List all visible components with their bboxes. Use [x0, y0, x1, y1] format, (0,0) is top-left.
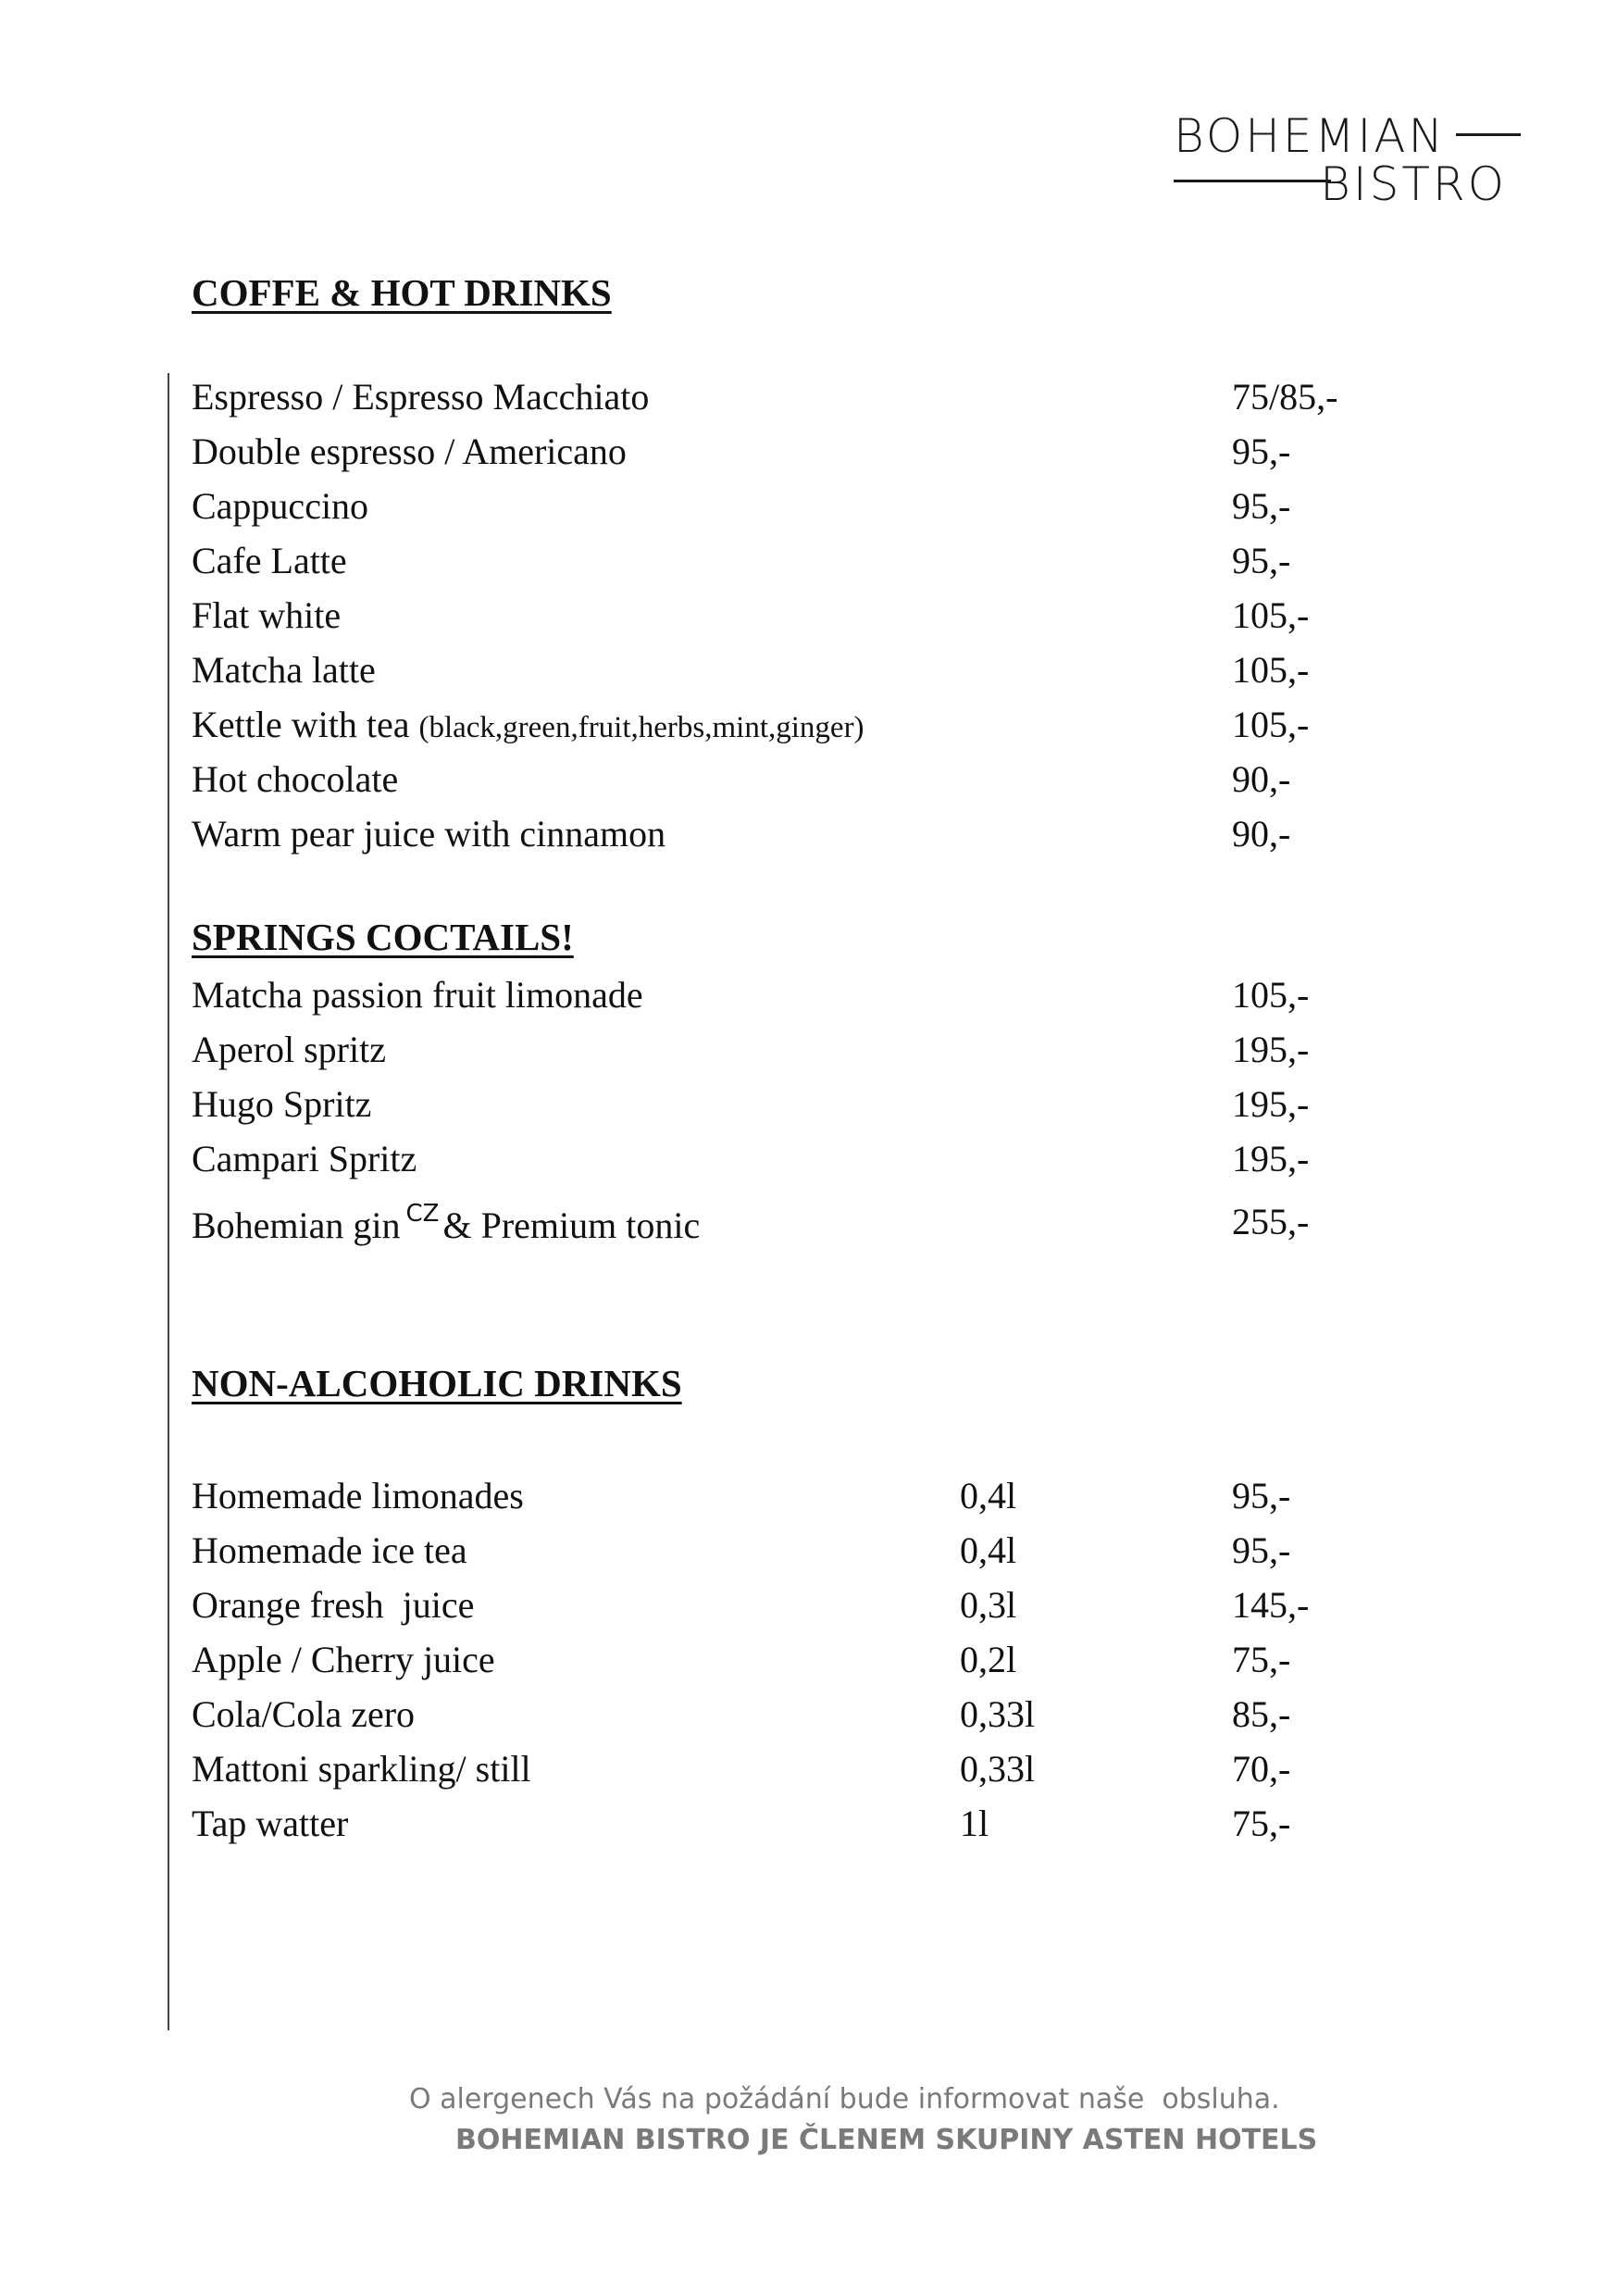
item-name: Homemade limonades [192, 1475, 524, 1516]
item-price: 255,- [1232, 1201, 1310, 1242]
item-price: 95,- [1232, 430, 1291, 472]
section-title-non-alcoholic: NON-ALCOHOLIC DRINKS [192, 1362, 682, 1404]
menu-item [192, 1529, 1395, 1580]
item-price: 70,- [1232, 1748, 1291, 1790]
section-title-coffee: COFFE & HOT DRINKS [192, 271, 612, 314]
item-price: 95,- [1232, 1475, 1291, 1516]
item-name-part: Bohemian gin [192, 1204, 401, 1246]
logo-line-2: BISTRO [1320, 157, 1507, 211]
item-name: Homemade ice tea [192, 1529, 467, 1571]
menu-item [192, 1747, 1395, 1799]
menu-item [192, 1200, 1395, 1252]
menu-item [192, 812, 1395, 864]
item-price: 95,- [1232, 1529, 1291, 1571]
item-price: 105,- [1232, 594, 1310, 636]
item-name: Matcha latte [192, 649, 376, 691]
item-name: Kettle with tea [192, 704, 410, 745]
menu-item [192, 593, 1395, 645]
item-name: Cafe Latte [192, 540, 347, 581]
item-volume: 0,33l [960, 1748, 1036, 1790]
item-price: 75/85,- [1232, 376, 1338, 418]
item-price: 195,- [1232, 1083, 1310, 1125]
item-name: Cola/Cola zero [192, 1693, 416, 1735]
item-price: 95,- [1232, 485, 1291, 527]
item-price: 145,- [1232, 1584, 1310, 1626]
item-volume: 0,2l [960, 1639, 1017, 1680]
item-name: Hugo Spritz [192, 1083, 372, 1125]
bohemian-bistro-logo [1174, 109, 1525, 211]
menu-item [192, 484, 1395, 536]
logo-rule-bottom [1174, 180, 1331, 182]
item-name-with-sup [192, 1200, 700, 1247]
item-price: 195,- [1232, 1029, 1310, 1070]
item-name: Double espresso / Americano [192, 430, 627, 472]
section-title-cocktails: SPRINGS COCTAILS! [192, 916, 574, 958]
item-volume: 0,33l [960, 1693, 1036, 1735]
menu-item [192, 539, 1395, 591]
item-price: 90,- [1232, 813, 1291, 855]
item-price: 75,- [1232, 1803, 1291, 1844]
item-name-with-note [192, 703, 864, 746]
group-membership-note: BOHEMIAN BISTRO JE ČLENEM SKUPINY ASTEN HOTELS [455, 2124, 1318, 2156]
item-volume: 0,4l [960, 1475, 1017, 1516]
item-volume: 1l [960, 1803, 989, 1844]
item-volume: 0,3l [960, 1584, 1017, 1626]
menu-item [192, 757, 1395, 809]
menu-item [192, 973, 1395, 1025]
item-volume: 0,4l [960, 1529, 1017, 1571]
item-name: Flat white [192, 594, 342, 636]
menu-item [192, 1583, 1395, 1635]
item-name: Apple / Cherry juice [192, 1639, 495, 1680]
menu-item [192, 1802, 1395, 1853]
item-price: 105,- [1232, 649, 1310, 691]
item-price: 90,- [1232, 758, 1291, 800]
logo-line-1: BOHEMIAN [1174, 109, 1446, 163]
item-price: 75,- [1232, 1639, 1291, 1680]
item-name: Aperol spritz [192, 1029, 386, 1070]
item-name: Tap watter [192, 1803, 349, 1844]
item-name: Mattoni sparkling/ still [192, 1748, 531, 1790]
item-name-part: & Premium tonic [442, 1204, 701, 1246]
menu-item [192, 1692, 1395, 1744]
allergen-note: O alergenech Vás na požádání bude informovat naše obsluha. [409, 2083, 1280, 2115]
left-margin-line [168, 373, 169, 2030]
item-price: 105,- [1232, 704, 1310, 745]
item-name: Matcha passion fruit limonade [192, 974, 643, 1016]
menu-item [192, 1082, 1395, 1134]
menu-item [192, 1028, 1395, 1079]
item-price: 95,- [1232, 540, 1291, 581]
menu-item [192, 1474, 1395, 1526]
menu-item [192, 703, 1395, 755]
item-name: Warm pear juice with cinnamon [192, 813, 666, 855]
logo-rule-top [1456, 133, 1521, 136]
item-name: Orange fresh juice [192, 1584, 475, 1626]
menu-item [192, 648, 1395, 700]
menu-item [192, 375, 1395, 427]
item-note: (black,green,fruit,herbs,mint,ginger) [418, 711, 864, 744]
item-price: 195,- [1232, 1138, 1310, 1179]
item-name: Cappuccino [192, 485, 369, 527]
item-price: 85,- [1232, 1693, 1291, 1735]
menu-item [192, 430, 1395, 481]
item-name: Hot chocolate [192, 758, 399, 800]
origin-badge: CZ [405, 1200, 440, 1228]
item-price: 105,- [1232, 974, 1310, 1016]
item-name: Espresso / Espresso Macchiato [192, 376, 650, 418]
item-name: Campari Spritz [192, 1138, 417, 1179]
menu-item [192, 1137, 1395, 1189]
menu-item [192, 1638, 1395, 1690]
